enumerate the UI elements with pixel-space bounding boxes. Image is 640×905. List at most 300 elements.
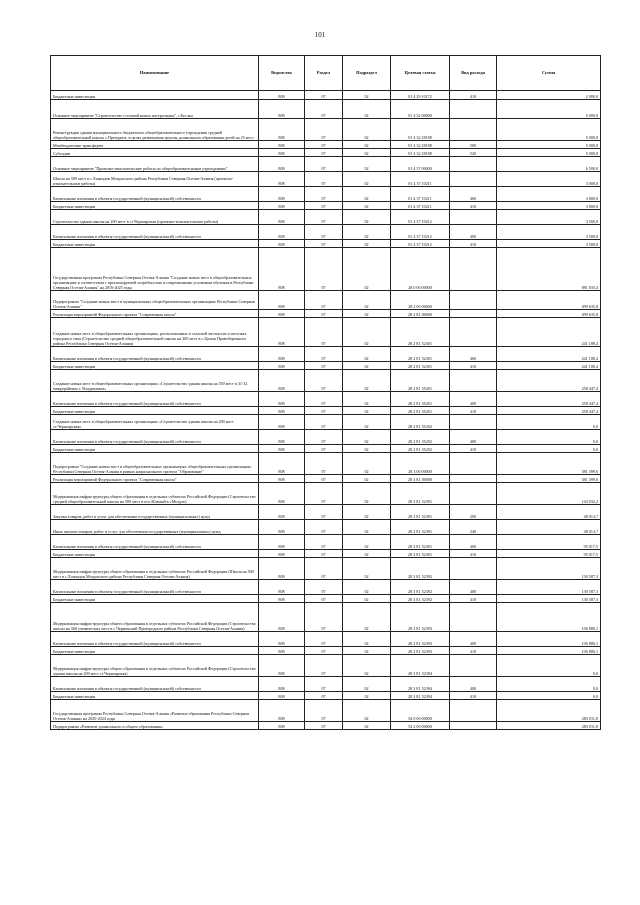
cell-name: Подпрограмма «Развитие дошкольного и общего образования» — [51, 722, 259, 730]
budget-table-container — [50, 55, 600, 730]
cell-subsection: 02 — [343, 483, 391, 505]
cell-target-article: 28 3 E1 52391 — [391, 535, 450, 550]
cell-subsection: 02 — [343, 225, 391, 240]
cell-expense-kind — [450, 100, 497, 119]
cell-dept: 808 — [259, 520, 305, 535]
cell-sum: 3 500,0 — [497, 240, 601, 248]
cell-subsection: 02 — [343, 91, 391, 100]
cell-subsection: 02 — [343, 157, 391, 172]
cell-expense-kind — [450, 483, 497, 505]
cell-expense-kind: 400 — [450, 677, 497, 692]
table-row — [51, 141, 601, 149]
cell-name: Капитальные вложения в объекты государственной (муниципальной) собственности — [51, 392, 259, 407]
cell-dept: 808 — [259, 475, 305, 483]
budget-table — [50, 55, 601, 730]
cell-dept: 808 — [259, 445, 305, 453]
cell-subsection: 02 — [343, 558, 391, 580]
cell-expense-kind — [450, 310, 497, 318]
cell-sum: 95 017,5 — [497, 550, 601, 558]
cell-name: Бюджетные инвестиции — [51, 692, 259, 700]
cell-name: Капитальные вложения в объекты государственной (муниципальной) собственности — [51, 347, 259, 362]
table-row — [51, 445, 601, 453]
cell-expense-kind: 400 — [450, 347, 497, 362]
cell-sum: 241 188,4 — [497, 318, 601, 347]
cell-sum: 130 587,3 — [497, 580, 601, 595]
cell-sum: 258 447,4 — [497, 407, 601, 415]
cell-expense-kind: 400 — [450, 632, 497, 647]
cell-expense-kind: 410 — [450, 595, 497, 603]
cell-dept: 808 — [259, 595, 305, 603]
table-row — [51, 558, 601, 580]
cell-target-article: 54 0 00 00000 — [391, 700, 450, 722]
cell-target-article: 01 4 32 00000 — [391, 100, 450, 119]
cell-name: Государственная программа Республики Северная Осетия-Алания «Развитие образования Республики Северная Осетия-Алания» на 2020-2024 годы — [51, 700, 259, 722]
cell-subsection: 02 — [343, 550, 391, 558]
cell-dept: 808 — [259, 370, 305, 392]
cell-sum: 106 880,1 — [497, 603, 601, 632]
cell-sum: 0,0 — [497, 415, 601, 430]
cell-name: Бюджетные инвестиции — [51, 550, 259, 558]
cell-expense-kind — [450, 370, 497, 392]
cell-target-article: 01 4 37 10212 — [391, 225, 450, 240]
cell-target-article: 01 4 32 28188 — [391, 141, 450, 149]
cell-dept: 808 — [259, 453, 305, 475]
cell-dept: 808 — [259, 202, 305, 210]
table-row — [51, 475, 601, 483]
cell-name: Капитальные вложения в объекты государственной (муниципальной) собственности — [51, 430, 259, 445]
cell-dept: 808 — [259, 677, 305, 692]
table-row — [51, 149, 601, 157]
cell-dept: 808 — [259, 550, 305, 558]
cell-section: 07 — [305, 202, 343, 210]
cell-target-article: 01 4 37 10211 — [391, 172, 450, 187]
cell-target-article: 28 3 E1 52393 — [391, 647, 450, 655]
cell-dept: 808 — [259, 210, 305, 225]
table-row — [51, 655, 601, 677]
cell-dept: 808 — [259, 347, 305, 362]
cell-name: Реализация мероприятий Федерального проекта "Современная школа" — [51, 475, 259, 483]
cell-subsection: 02 — [343, 632, 391, 647]
cell-target-article: 28 3 E1 52394 — [391, 692, 450, 700]
cell-name: Основное мероприятие "Строительство столовой новых натуральных", г.Беслан — [51, 100, 259, 119]
table-body — [51, 91, 601, 730]
cell-name: Иные закупки товаров, работ и услуг для обеспечения государственных (муниципальных) нужд — [51, 520, 259, 535]
cell-subsection: 02 — [343, 100, 391, 119]
cell-subsection: 02 — [343, 603, 391, 632]
cell-section: 07 — [305, 187, 343, 202]
cell-expense-kind: 400 — [450, 225, 497, 240]
cell-expense-kind — [450, 157, 497, 172]
cell-expense-kind — [450, 700, 497, 722]
cell-subsection: 02 — [343, 655, 391, 677]
cell-expense-kind: 500 — [450, 141, 497, 149]
cell-name: Модернизация инфраструктуры общего образования в отдельных субъектах Российской Федерации (Строительство здания школы на 200 мест ст.Черноярская) — [51, 655, 259, 677]
cell-section: 07 — [305, 647, 343, 655]
cell-target-article: 01 4 37 10212 — [391, 210, 450, 225]
table-row — [51, 100, 601, 119]
cell-name: Создание новых мест в общеобразовательных организациях «Строительство здания школы на 550 мест в 31-32 микрорайонах г. Владикавказ» — [51, 370, 259, 392]
cell-expense-kind — [450, 291, 497, 310]
cell-name: Капитальные вложения в объекты государственной (муниципальной) собственности — [51, 535, 259, 550]
table-row — [51, 291, 601, 310]
table-row — [51, 722, 601, 730]
cell-section: 07 — [305, 91, 343, 100]
cell-section: 07 — [305, 291, 343, 310]
cell-section: 07 — [305, 700, 343, 722]
table-row — [51, 225, 601, 240]
cell-dept: 808 — [259, 392, 305, 407]
page-number: 101 — [314, 31, 326, 39]
cell-dept: 808 — [259, 318, 305, 347]
table-row — [51, 248, 601, 291]
cell-name: Подпрограмма "Создание новых мест в муниципальных общеобразовательных организациях Республики Северная Осетия-Алания" — [51, 291, 259, 310]
cell-dept: 808 — [259, 647, 305, 655]
cell-subsection: 02 — [343, 677, 391, 692]
cell-target-article: 28 3 00 00000 — [391, 453, 450, 475]
cell-target-article: 28 2 E1 00000 — [391, 310, 450, 318]
cell-target-article: 01 4 32 28188 — [391, 119, 450, 141]
cell-sum: 283 011,8 — [497, 700, 601, 722]
cell-section: 07 — [305, 445, 343, 453]
table-row — [51, 210, 601, 225]
cell-section: 07 — [305, 392, 343, 407]
cell-target-article: 28 2 E1 55201 — [391, 407, 450, 415]
table-row — [51, 700, 601, 722]
cell-dept: 808 — [259, 100, 305, 119]
cell-expense-kind — [450, 210, 497, 225]
cell-section: 07 — [305, 603, 343, 632]
cell-name: Бюджетные инвестиции — [51, 647, 259, 655]
cell-name: Школа на 500 мест в с.Хазнидон Моздокского района Республики Северная Осетия-Алания (проектно-изыскательские работы) — [51, 172, 259, 187]
cell-section: 07 — [305, 453, 343, 475]
cell-section: 07 — [305, 692, 343, 700]
cell-subsection: 02 — [343, 362, 391, 370]
cell-expense-kind: 410 — [450, 445, 497, 453]
cell-dept: 808 — [259, 483, 305, 505]
cell-section: 07 — [305, 430, 343, 445]
table-row — [51, 392, 601, 407]
header-dept: Ведомство — [259, 56, 305, 91]
cell-subsection: 02 — [343, 347, 391, 362]
table-row — [51, 347, 601, 362]
cell-section: 07 — [305, 415, 343, 430]
cell-expense-kind: 410 — [450, 91, 497, 100]
cell-section: 07 — [305, 362, 343, 370]
cell-sum: 95 017,5 — [497, 535, 601, 550]
cell-section: 07 — [305, 558, 343, 580]
cell-dept: 808 — [259, 700, 305, 722]
header-expense-kind: Вид расхода — [450, 56, 497, 91]
cell-subsection: 02 — [343, 318, 391, 347]
table-row — [51, 362, 601, 370]
cell-target-article: 01 4 37 10212 — [391, 240, 450, 248]
cell-dept: 808 — [259, 415, 305, 430]
cell-dept: 808 — [259, 407, 305, 415]
cell-sum: 3 500,0 — [497, 210, 601, 225]
cell-expense-kind: 400 — [450, 187, 497, 202]
cell-sum: 283 011,8 — [497, 722, 601, 730]
table-row — [51, 310, 601, 318]
table-row — [51, 505, 601, 520]
cell-subsection: 02 — [343, 119, 391, 141]
cell-dept: 808 — [259, 310, 305, 318]
cell-subsection: 02 — [343, 407, 391, 415]
table-row — [51, 172, 601, 187]
cell-sum: 881 035,4 — [497, 248, 601, 291]
cell-target-article: 01 4 29 10172 — [391, 91, 450, 100]
cell-target-article: 28 3 E1 00000 — [391, 475, 450, 483]
cell-dept: 808 — [259, 580, 305, 595]
cell-dept: 808 — [259, 362, 305, 370]
cell-target-article: 01 4 37 10211 — [391, 187, 450, 202]
cell-subsection: 02 — [343, 172, 391, 187]
cell-name: Модернизация инфраструктуры общего образования в отдельных субъектах Российской Федерации (Школа на 500 мест в с.Хазнидон Моздокского района Республики Северная Осетия-Алания) — [51, 558, 259, 580]
cell-sum: 381 399,6 — [497, 453, 601, 475]
cell-sum: 499 635,8 — [497, 291, 601, 310]
cell-section: 07 — [305, 119, 343, 141]
header-target-article: Целевая статья — [391, 56, 450, 91]
cell-sum: 3 000,0 — [497, 187, 601, 202]
table-row — [51, 157, 601, 172]
cell-name: Закупка товаров, работ и услуг для обеспечения государственных (муниципальных) нужд — [51, 505, 259, 520]
cell-subsection: 02 — [343, 475, 391, 483]
cell-sum: 48 014,7 — [497, 520, 601, 535]
cell-subsection: 02 — [343, 202, 391, 210]
cell-subsection: 02 — [343, 692, 391, 700]
cell-expense-kind: 410 — [450, 362, 497, 370]
cell-target-article: 28 2 E1 55201 — [391, 392, 450, 407]
cell-subsection: 02 — [343, 535, 391, 550]
cell-subsection: 02 — [343, 187, 391, 202]
cell-sum: 5 000,0 — [497, 119, 601, 141]
cell-section: 07 — [305, 157, 343, 172]
cell-subsection: 02 — [343, 453, 391, 475]
cell-expense-kind: 410 — [450, 550, 497, 558]
cell-name: Реализация мероприятий Федерального проекта "Современная школа" — [51, 310, 259, 318]
cell-dept: 808 — [259, 91, 305, 100]
cell-dept: 808 — [259, 149, 305, 157]
table-row — [51, 603, 601, 632]
cell-section: 07 — [305, 632, 343, 647]
cell-sum: 3 500,0 — [497, 225, 601, 240]
cell-sum: 499 635,8 — [497, 310, 601, 318]
cell-expense-kind: 410 — [450, 407, 497, 415]
table-row — [51, 692, 601, 700]
cell-sum: 3 000,0 — [497, 172, 601, 187]
cell-section: 07 — [305, 370, 343, 392]
cell-section: 07 — [305, 580, 343, 595]
cell-sum: 0,0 — [497, 655, 601, 677]
cell-name: Подпрограмма "Создание новых мест в общеобразовательных организациях общеобразовательных организациях Республики Северная Осетия-Алания в рамках национального проекта "Образование" — [51, 453, 259, 475]
table-row — [51, 318, 601, 347]
cell-expense-kind — [450, 453, 497, 475]
cell-expense-kind — [450, 415, 497, 430]
cell-target-article: 28 3 E1 52391 — [391, 550, 450, 558]
cell-expense-kind — [450, 119, 497, 141]
cell-expense-kind — [450, 558, 497, 580]
cell-section: 07 — [305, 475, 343, 483]
cell-subsection: 02 — [343, 392, 391, 407]
cell-dept: 808 — [259, 119, 305, 141]
cell-dept: 808 — [259, 558, 305, 580]
cell-dept: 808 — [259, 655, 305, 677]
cell-sum: 5 000,0 — [497, 141, 601, 149]
cell-sum: 0,0 — [497, 692, 601, 700]
cell-dept: 808 — [259, 225, 305, 240]
cell-name: Бюджетные инвестиции — [51, 91, 259, 100]
cell-dept: 808 — [259, 603, 305, 632]
cell-target-article: 28 2 E1 52301 — [391, 347, 450, 362]
table-row — [51, 550, 601, 558]
table-row — [51, 520, 601, 535]
cell-section: 07 — [305, 505, 343, 520]
table-row — [51, 240, 601, 248]
cell-target-article: 28 3 E1 52393 — [391, 632, 450, 647]
cell-section: 07 — [305, 100, 343, 119]
cell-sum: 258 447,4 — [497, 370, 601, 392]
cell-subsection: 02 — [343, 240, 391, 248]
cell-name: Основное мероприятие "Проектно-изыскательские работы по общеобразовательным учреждениям" — [51, 157, 259, 172]
cell-expense-kind: 520 — [450, 149, 497, 157]
table-row — [51, 595, 601, 603]
cell-dept: 808 — [259, 187, 305, 202]
cell-subsection: 02 — [343, 580, 391, 595]
cell-name: Бюджетные инвестиции — [51, 240, 259, 248]
cell-target-article: 28 2 E1 52301 — [391, 362, 450, 370]
cell-name: Создание новых мест в общеобразовательных организациях, расположенных в сельской местности и поселках городского типа (Строительство средней общеобразовательной школы на 200 мест в с.Цалык Правобережного района Республики Северная Осетия-Алания) — [51, 318, 259, 347]
cell-target-article: 28 3 E1 52394 — [391, 677, 450, 692]
cell-expense-kind: 400 — [450, 535, 497, 550]
cell-target-article: 28 2 E1 55201 — [391, 370, 450, 392]
cell-target-article: 28 2 E1 55202 — [391, 445, 450, 453]
cell-target-article: 01 4 37 10211 — [391, 202, 450, 210]
cell-expense-kind: 240 — [450, 520, 497, 535]
cell-name: Субсидии — [51, 149, 259, 157]
cell-section: 07 — [305, 310, 343, 318]
cell-name: Модернизация инфраструктуры общего образования в отдельных субъектах Российской Федерации (Строительство школы на 360 ученических мест в с.Черменский Пригородного района Республики Северная Осетия-Алания) — [51, 603, 259, 632]
cell-section: 07 — [305, 520, 343, 535]
cell-name: Бюджетные инвестиции — [51, 362, 259, 370]
table-row — [51, 187, 601, 202]
table-row — [51, 119, 601, 141]
cell-target-article: 28 3 E1 52392 — [391, 580, 450, 595]
table-row — [51, 483, 601, 505]
cell-dept: 808 — [259, 535, 305, 550]
cell-subsection: 02 — [343, 700, 391, 722]
cell-expense-kind — [450, 318, 497, 347]
cell-target-article: 28 3 E1 52393 — [391, 603, 450, 632]
table-row — [51, 407, 601, 415]
cell-expense-kind: 410 — [450, 240, 497, 248]
cell-name: Капитальные вложения в объекты государственной (муниципальной) собственности — [51, 580, 259, 595]
cell-section: 07 — [305, 318, 343, 347]
table-row — [51, 370, 601, 392]
cell-name: Бюджетные инвестиции — [51, 407, 259, 415]
cell-sum: 3 000,0 — [497, 202, 601, 210]
cell-target-article: 28 3 E1 52391 — [391, 505, 450, 520]
cell-section: 07 — [305, 535, 343, 550]
cell-expense-kind: 400 — [450, 430, 497, 445]
cell-target-article: 28 2 00 00000 — [391, 291, 450, 310]
cell-sum: 106 880,1 — [497, 647, 601, 655]
cell-expense-kind: 410 — [450, 202, 497, 210]
cell-sum: 241 188,4 — [497, 362, 601, 370]
cell-expense-kind — [450, 655, 497, 677]
cell-expense-kind: 400 — [450, 580, 497, 595]
cell-sum: 258 447,4 — [497, 392, 601, 407]
table-header-row — [51, 56, 601, 91]
cell-subsection: 02 — [343, 291, 391, 310]
cell-expense-kind: 400 — [450, 392, 497, 407]
header-section: Раздел — [305, 56, 343, 91]
cell-sum: 5 000,0 — [497, 149, 601, 157]
cell-sum: 6 500,0 — [497, 157, 601, 172]
cell-subsection: 02 — [343, 415, 391, 430]
table-row — [51, 202, 601, 210]
cell-expense-kind — [450, 248, 497, 291]
cell-name: Модернизация инфраструктуры общего образования в отдельных субъектах Российской Федерации (Строительство средней общеобразовательной школы на 500 мест в пос.Южный в г.Моздок) — [51, 483, 259, 505]
table-row — [51, 677, 601, 692]
header-name: Наименование — [51, 56, 259, 91]
cell-section: 07 — [305, 248, 343, 291]
cell-dept: 808 — [259, 505, 305, 520]
cell-section: 07 — [305, 550, 343, 558]
cell-section: 07 — [305, 172, 343, 187]
cell-expense-kind: 410 — [450, 647, 497, 655]
cell-section: 07 — [305, 210, 343, 225]
cell-sum: 106 880,1 — [497, 632, 601, 647]
cell-section: 07 — [305, 225, 343, 240]
cell-subsection: 02 — [343, 520, 391, 535]
cell-name: Капитальные вложения в объекты государственной (муниципальной) собственности — [51, 677, 259, 692]
cell-name: Бюджетные инвестиции — [51, 202, 259, 210]
cell-name: Межбюджетные трансферты — [51, 141, 259, 149]
cell-dept: 808 — [259, 248, 305, 291]
table-row — [51, 415, 601, 430]
cell-subsection: 02 — [343, 722, 391, 730]
header-sum: Сумма — [497, 56, 601, 91]
table-row — [51, 632, 601, 647]
cell-subsection: 02 — [343, 445, 391, 453]
cell-sum: 0,0 — [497, 430, 601, 445]
cell-sum: 130 587,3 — [497, 558, 601, 580]
cell-sum: 48 014,7 — [497, 505, 601, 520]
cell-name: Капитальные вложения в объекты государственной (муниципальной) собственности — [51, 632, 259, 647]
header-subsection: Подраздел — [343, 56, 391, 91]
cell-subsection: 02 — [343, 505, 391, 520]
cell-dept: 808 — [259, 172, 305, 187]
cell-section: 07 — [305, 141, 343, 149]
cell-subsection: 02 — [343, 141, 391, 149]
cell-dept: 808 — [259, 240, 305, 248]
cell-target-article: 28 3 E1 52391 — [391, 483, 450, 505]
cell-sum: 0,0 — [497, 445, 601, 453]
cell-subsection: 02 — [343, 248, 391, 291]
cell-target-article: 28 3 E1 52394 — [391, 655, 450, 677]
cell-target-article: 28 3 E1 52392 — [391, 558, 450, 580]
cell-subsection: 02 — [343, 310, 391, 318]
cell-target-article: 28 2 E1 55202 — [391, 430, 450, 445]
cell-target-article: 28 0 00 00000 — [391, 248, 450, 291]
cell-section: 07 — [305, 347, 343, 362]
cell-dept: 808 — [259, 692, 305, 700]
cell-subsection: 02 — [343, 430, 391, 445]
cell-dept: 808 — [259, 632, 305, 647]
cell-section: 07 — [305, 655, 343, 677]
cell-target-article: 01 4 37 00000 — [391, 157, 450, 172]
cell-expense-kind: 200 — [450, 505, 497, 520]
cell-section: 07 — [305, 677, 343, 692]
